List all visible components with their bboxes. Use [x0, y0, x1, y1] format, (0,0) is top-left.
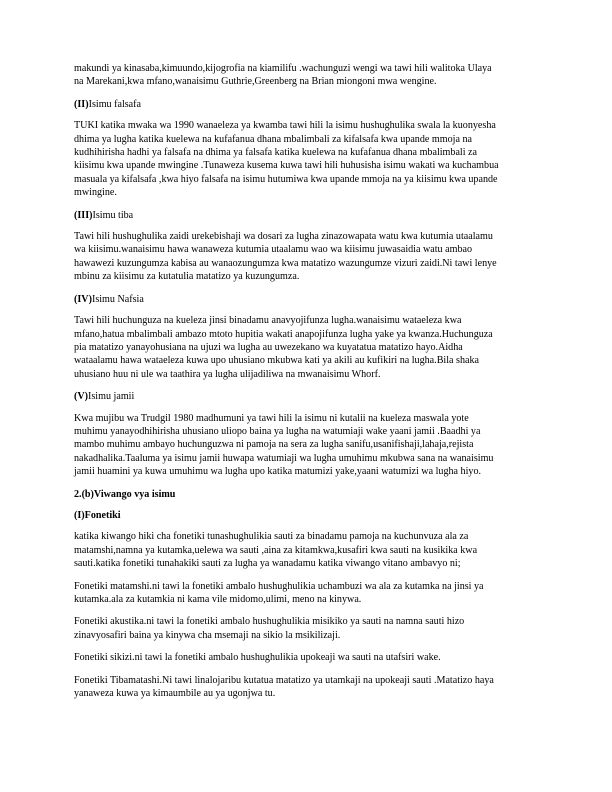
paragraph-fonetiki-matamshi: Fonetiki matamshi.ni tawi la fonetiki ambalo hushughulikia uchambuzi wa ala za kutamka na jinsi ya kutamka.ala za kutamkia ni kama vile midomo,ulimi, meno na kinywa. [74, 580, 484, 605]
paragraph-isimu-tiba: Tawi hili hushughulika zaidi urekebishaji wa dosari za lugha zinazowapata watu kwa kutumia utaalamu wa kiisimu.wanaisimu hawa wanaweza kutumia utaalamu wao wa kiisimu juwasaidia watu ambao hawawezi kuzungumza kabisa au wanaozungumza kwa matatizo wazungumze vizuri zaidi.Ni tawi lenye mbinu za kiisimu za kutatulia matatizo ya kuzungumza. [74, 231, 497, 283]
section-number: (II) [74, 98, 89, 110]
paragraph-fonetiki-sikizi: Fonetiki sikizi.ni tawi la fonetiki ambalo hushughulikia upokeaji wa sauti na utafsiri wake. [74, 652, 441, 664]
section-heading-isimu-nafsia [74, 293, 542, 306]
section-heading-fonetiki [74, 509, 542, 522]
paragraph-isimu-nafsia: Tawi hili huchunguza na kueleza jinsi binadamu anavyojifunza lugha.wanaisimu wataeleza kwa mfano,hatua mbalimbali ambazo mtoto hupitia wakati anapojifunza lugha yake ya kwanza.Huchunguza pia matatizo yanayohusiana na ujuzi wa lugha au uwezekano wa kuyatatua matatizo hayo.Aidha wataalamu hawa wataeleza kuwa upo uhusiano mkubwa kati ya akili au kufikiri na lugha.Bila shaka uhusiano huu ni ule wa taathira ya lugha ulijadiliwa na mwanaisimu Whorf. [74, 315, 493, 380]
section-number: (V) [74, 391, 89, 403]
section-number: (IV) [74, 293, 92, 305]
paragraph-fonetiki-intro: katika kiwango hiki cha fonetiki tunashughulikia sauti za binadamu pamoja na kuchunvuza ala za matamshi,namna ya kutamka,uelewa wa sauti ,aina za kitamkwa,kusafiri kwa sauti na kusikika kwa sauti.katika fonetiki tunahakiki sauti za lugha ya wanadamu katika viwango vitano ambavyo ni; [74, 531, 478, 570]
paragraph-intro: makundi ya kinasaba,kimuundo,kijogrofia na kiamilifu .wachunguzi wengi wa tawi hili walitoka Ulaya na Marekani,kwa mfano,wanaisimu Guthrie,Greenberg na Brian miongoni mwa wengine. [74, 63, 492, 88]
section-title: Isimu tiba [92, 209, 134, 221]
paragraph-isimu-falsafa: TUKI katika mwaka wa 1990 wanaeleza ya kwamba tawi hili la isimu hushughulika swala la kuonyesha dhima ya lugha katika kuelewa na kufafanua dhana mbalimbali za kifalsafa kwa upande mmoja na kudhihirisha hadhi ya falsafa na dhima ya falsafa katika kuelewa na kufafanua dhana mbalimbali za kiisimu kwa upande mwingine .Tunaweza kusema kuwa tawi hili huhusisha isimu wakati wa kuchambua masuala ya kifalsafa ,kwa hiyo falsafa na isimu hutumiwa kwa upande mmoja na ya kiisimu kwa upande mwingine. [74, 120, 499, 199]
paragraph-fonetiki-tibamatashi: Fonetiki Tibamatashi.Ni tawi linalojaribu kutatua matatizo ya utamkaji na upokeaji sauti .Matatizo haya yanaweza kuwa ya kimaumbile au ya ugonjwa tu. [74, 674, 494, 700]
section-title: Isimu jamii [88, 391, 135, 403]
section-heading-isimu-falsafa [74, 98, 542, 111]
section-heading-isimu-tiba [74, 209, 542, 222]
section-number: (III) [74, 209, 93, 221]
section-number: 2.(b)Viwango vya isimu [74, 488, 176, 500]
section-heading-viwango [74, 488, 542, 501]
paragraph-isimu-jamii: Kwa mujibu wa Trudgil 1980 madhumuni ya tawi hili la isimu ni kutalii na kueleza maswala yote muhimu yanayodhihirisha uhusiano uliopo baina ya lugha na watumiaji wake yaani jamii .Baadhi ya mambo muhimu ambayo huchunguzwa ni pamoja na sera za lugha sanifu,usanifishaji,lahaja,rejista nakadhalika.Taaluma ya isimu jamii huwapa watumiaji wa lugha umuhimu mkubwa sana na wanaisimu jamii huamini ya kuwa umuhimu wa lugha upo katika matumizi yake,yaani watumizi wa lugha hiyo. [74, 412, 494, 478]
paragraph-fonetiki-akustika: Fonetiki akustika.ni tawi la fonetiki ambalo hushughulikia misikiko ya sauti na namna sauti hizo zinavyosafiri baina ya kinywa cha msemaji na sikio la msikilizaji. [74, 616, 465, 641]
section-title: Isimu falsafa [88, 98, 142, 110]
section-number: (I)Fonetiki [74, 509, 121, 521]
section-title: Isimu Nafsia [91, 293, 144, 305]
section-heading-isimu-jamii [74, 390, 542, 403]
